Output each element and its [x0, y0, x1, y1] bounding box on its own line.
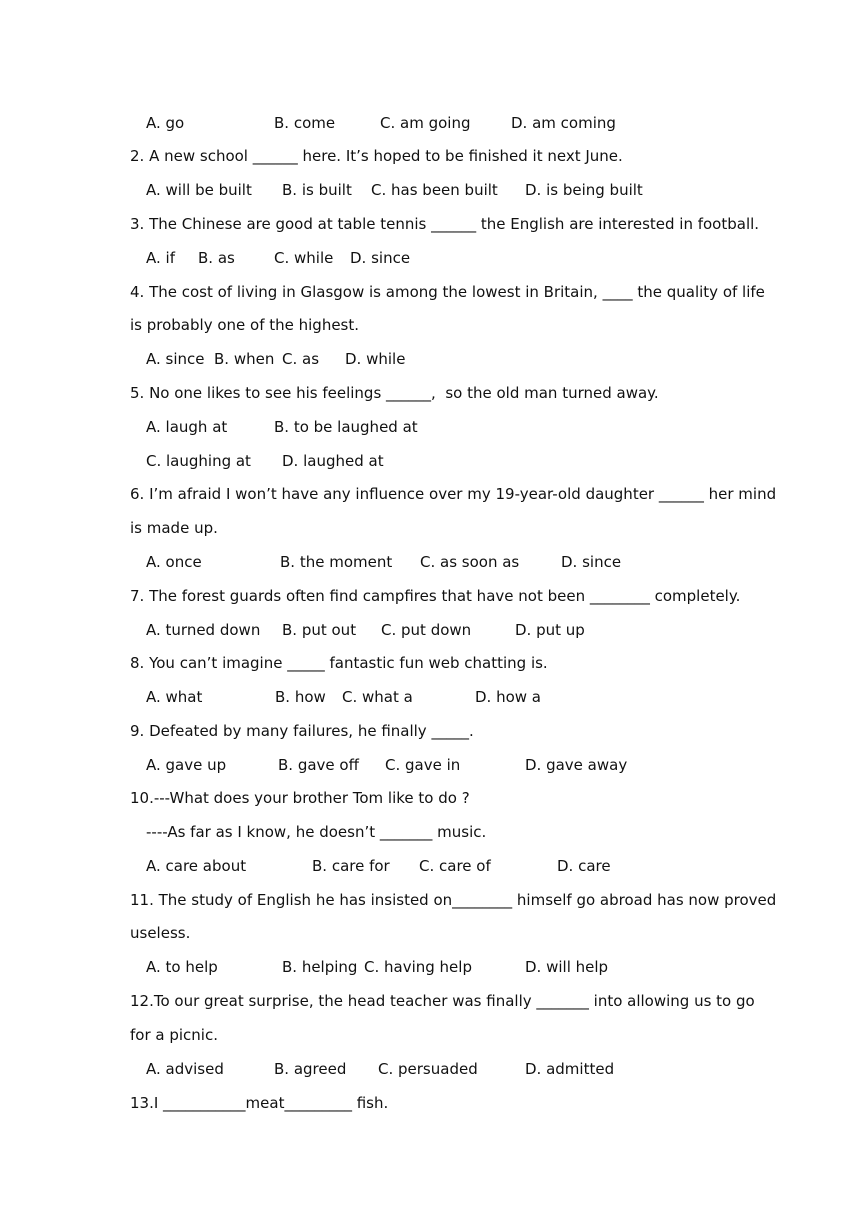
q5-stem: 5. No one likes to see his feelings ______, so the old man turned away.: [130, 384, 659, 402]
q9-option-c: C. gave in: [385, 756, 461, 774]
q6-stem-line-2: is made up.: [130, 519, 218, 537]
q2-option-d: D. is being built: [525, 181, 643, 199]
q10-stem-line-1: 10.---What does your brother Tom like to do ?: [130, 789, 470, 807]
q1-option-c: C. am going: [380, 114, 471, 132]
q2-option-a: A. will be built: [146, 181, 252, 199]
q3-option-d: D. since: [350, 249, 411, 267]
q10-stem-line-2: ----As far as I know, he doesn’t _______ music.: [146, 823, 487, 841]
q5-option-a: A. laugh at: [146, 418, 228, 436]
q4-option-a: A. since: [146, 350, 205, 368]
q3-stem: 3. The Chinese are good at table tennis ______ the English are interested in football.: [130, 215, 760, 233]
q5-option-d: D. laughed at: [282, 452, 384, 470]
q2-stem: 2. A new school ______ here. It’s hoped to be finished it next June.: [130, 147, 623, 165]
q1-option-a: A. go: [146, 114, 185, 132]
q11-option-c: C. having help: [364, 958, 472, 976]
q4-option-b: B. when: [214, 350, 275, 368]
q5-option-c: C. laughing at: [146, 452, 251, 470]
q9-stem: 9. Defeated by many failures, he finally _____.: [130, 722, 474, 740]
q7-stem: 7. The forest guards often find campfires that have not been ________ completely.: [130, 587, 741, 605]
q9-option-b: B. gave off: [278, 756, 359, 774]
q2-option-b: B. is built: [282, 181, 352, 199]
q4-stem-line-2: is probably one of the highest.: [130, 316, 360, 334]
q8-option-b: B. how: [275, 688, 326, 706]
q3-option-b: B. as: [198, 249, 235, 267]
q3-option-c: C. while: [274, 249, 334, 267]
q8-option-a: A. what: [146, 688, 203, 706]
q6-option-a: A. once: [146, 553, 202, 571]
q12-stem-line-1: 12.To our great surprise, the head teacher was finally _______ into allowing us to go: [130, 992, 755, 1010]
q11-stem-line-2: useless.: [130, 924, 191, 942]
q10-option-b: B. care for: [312, 857, 390, 875]
q7-option-b: B. put out: [282, 621, 357, 639]
q11-option-a: A. to help: [146, 958, 218, 976]
q11-option-d: D. will help: [525, 958, 609, 976]
q11-stem-line-1: 11. The study of English he has insisted on________ himself go abroad has now proved: [130, 891, 777, 909]
q2-option-c: C. has been built: [371, 181, 498, 199]
q6-option-b: B. the moment: [280, 553, 393, 571]
q13-stem: 13.I ___________meat_________ fish.: [130, 1094, 389, 1112]
q7-option-c: C. put down: [381, 621, 472, 639]
q5-option-b: B. to be laughed at: [274, 418, 418, 436]
q9-option-a: A. gave up: [146, 756, 227, 774]
q12-option-b: B. agreed: [274, 1060, 347, 1078]
q1-option-d: D. am coming: [511, 114, 616, 132]
q11-option-b: B. helping: [282, 958, 358, 976]
q12-option-c: C. persuaded: [378, 1060, 478, 1078]
q12-option-a: A. advised: [146, 1060, 224, 1078]
q8-stem: 8. You can’t imagine _____ fantastic fun web chatting is.: [130, 654, 548, 672]
q7-option-a: A. turned down: [146, 621, 261, 639]
q6-stem-line-1: 6. I’m afraid I won’t have any influence over my 19-year-old daughter ______ her mind: [130, 485, 777, 503]
q4-option-d: D. while: [345, 350, 406, 368]
q10-option-a: A. care about: [146, 857, 247, 875]
q10-option-d: D. care: [557, 857, 611, 875]
q12-stem-line-2: for a picnic.: [130, 1026, 218, 1044]
q12-option-d: D. admitted: [525, 1060, 615, 1078]
q9-option-d: D. gave away: [525, 756, 628, 774]
q8-option-d: D. how a: [475, 688, 541, 706]
q6-option-d: D. since: [561, 553, 622, 571]
q1-option-b: B. come: [274, 114, 336, 132]
q4-option-c: C. as: [282, 350, 320, 368]
q6-option-c: C. as soon as: [420, 553, 520, 571]
q8-option-c: C. what a: [342, 688, 413, 706]
q4-stem-line-1: 4. The cost of living in Glasgow is among the lowest in Britain, ____ the quality of life: [130, 283, 765, 301]
q3-option-a: A. if: [146, 249, 175, 267]
q10-option-c: C. care of: [419, 857, 491, 875]
q7-option-d: D. put up: [515, 621, 585, 639]
